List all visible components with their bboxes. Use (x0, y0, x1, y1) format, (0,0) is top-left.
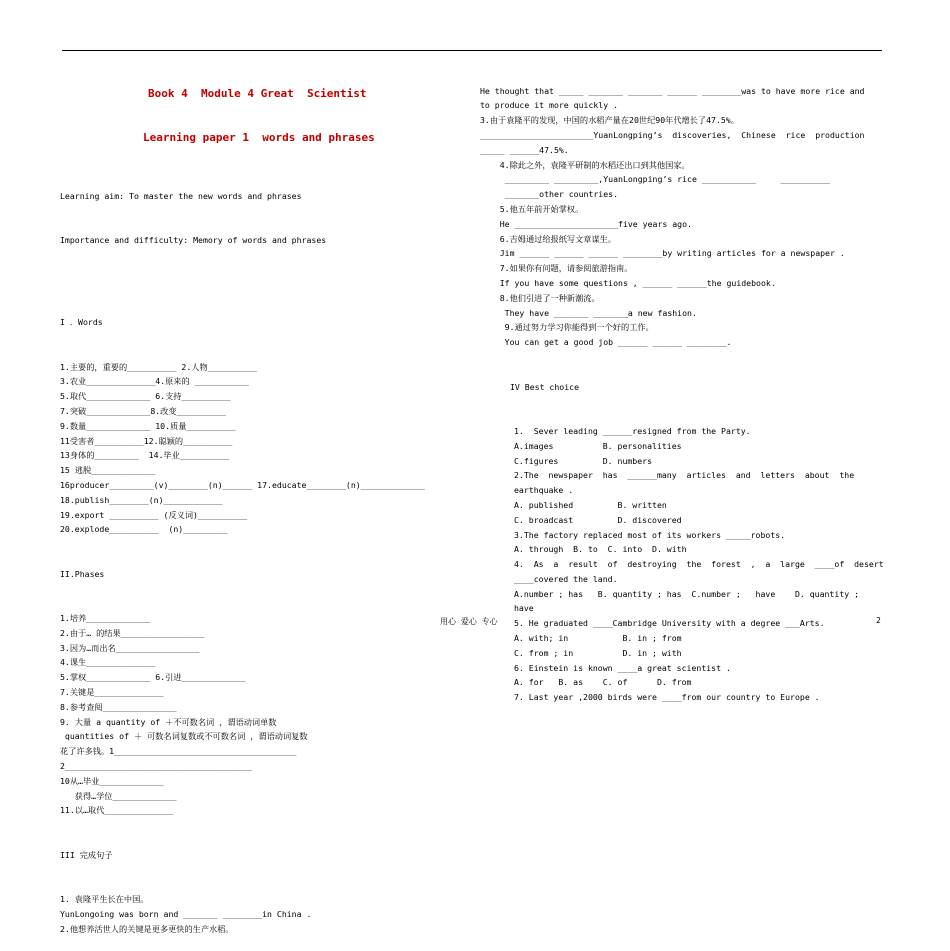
text-line: C.figures D. numbers (514, 455, 653, 466)
text-line: 4. As a result of destroying the forest , a large ____of desert (514, 559, 884, 570)
text-line: 18.publish________(n)____________ (60, 494, 223, 505)
importance-difficulty: Importance and difficulty: Memory of words and phrases (60, 235, 327, 246)
text-line: YunLongoing was born and _______ ________in China . (60, 909, 312, 920)
text-line: 8.参考查阅_______________ (60, 701, 177, 712)
text-line: A. through B. to C. into D. with (514, 544, 687, 555)
text-line: 16producer_________(v)________(n)______ 17.educate________(n)_____________ (60, 479, 425, 490)
text-line: 5.他五年前开始掌权。 (480, 203, 584, 214)
text-line: 3.The factory replaced most of its workers _____robots. (514, 529, 786, 540)
text-line: A.images B. personalities (514, 440, 682, 451)
text-line: _______________________YuanLongping’s discoveries, Chinese rice production (480, 129, 865, 140)
text-line: 5.取代_____________ 6.支持__________ (60, 391, 231, 402)
text-line: earthquake . (514, 485, 574, 496)
text-line: 11.以…取代______________ (60, 805, 174, 816)
text-line: _____ ______47.5%. (480, 144, 569, 155)
text-line: 7. Last year ,2000 birds were ____from our country to Europe . (514, 692, 820, 703)
text-line: 1. 袁隆平生长在中国。 (60, 894, 149, 905)
text-line: 19.export __________ (反义词)__________ (60, 509, 248, 520)
best-choice-heading: IV Best choice (510, 381, 580, 392)
text-line: If you have some questions , ______ ______the guidebook. (480, 277, 776, 288)
text-line: 11受害者__________12.聪颖的__________ (60, 435, 233, 446)
text-line: 20.explode__________ (n)_________ (60, 524, 228, 535)
text-line: 5.掌权_____________ 6.引进_____________ (60, 672, 246, 683)
text-line: He thought that _____ _______ _______ ______ ________was to have more rice and (480, 85, 865, 96)
right-column (480, 54, 885, 720)
complete-left-list (60, 892, 455, 936)
text-line: He _____________________five years ago. (480, 218, 692, 229)
text-line: 7.关键是______________ (60, 687, 164, 698)
text-line: 9. 大量 a quantity of ＋不可数名词 ，谓语动词单数 (60, 716, 277, 727)
left-column (60, 56, 455, 951)
text-line: quantities of ＋ 可数名词复数或不可数名词 ，谓语动词复数 (60, 731, 308, 742)
text-line: 3.农业______________4.原来的 ___________ (60, 376, 249, 387)
text-line: 5. He graduated ____Cambridge University with a degree ___Arts. (514, 618, 825, 629)
header-rule (62, 50, 882, 51)
text-line: 15 逃脱_____________ (60, 465, 156, 476)
text-line: You can get a good job ______ ______ ________. (480, 337, 732, 348)
text-line: 10从…毕业_____________ (60, 775, 164, 786)
text-line: _________ _________,YuanLongping’s rice ___________ __________ (480, 174, 830, 185)
text-line: 6. Einstein is known ____a great scientist . (514, 662, 731, 673)
text-line: 1.培养_____________ (60, 613, 151, 624)
text-line: Jim ______ ______ ______ ________by writing articles for a newspaper . (480, 248, 845, 259)
text-line: 3.由于袁隆平的发现，中国的水稻产量在20世纪90年代增长了47.5%。 (480, 115, 739, 126)
text-line: They have _______ _______a new fashion. (480, 307, 697, 318)
text-line: have (514, 603, 534, 614)
text-line: 3.因为…而出名_________________ (60, 642, 200, 653)
page-number: 2 (876, 616, 881, 625)
document-title: Book 4 Module 4 Great Scientist (148, 86, 367, 100)
text-line: 9.通过努力学习你能得到一个好的工作。 (480, 322, 654, 333)
phases-heading: II.Phases (60, 568, 105, 579)
text-line: A. published B. written (514, 499, 667, 510)
phases-list (60, 611, 455, 818)
text-line: 2.他想养活世人的关键是更多更快的生产水稻。 (60, 923, 234, 934)
best-choice-list (480, 424, 885, 705)
text-line: 9.数量_____________ 10.质量__________ (60, 420, 236, 431)
text-line: 7.突破_____________8.改变__________ (60, 405, 226, 416)
text-line: 8.他们引进了一种新潮流。 (480, 292, 600, 303)
text-line: 7.如果你有问题，请参阅旅游指南。 (480, 263, 633, 274)
text-line: A. for B. as C. of D. from (514, 677, 692, 688)
text-line: A.number ; has B. quantity ; has C.number ; have D. quantity ; (514, 588, 860, 599)
complete-right-list (480, 84, 885, 350)
text-line: ____covered the land. (514, 573, 618, 584)
text-line: C. broadcast D. discovered (514, 514, 682, 525)
text-line: 获得…学位_____________ (60, 790, 177, 801)
text-line: 4.课生______________ (60, 657, 156, 668)
footer-text: 用心 爱心 专心 (440, 617, 498, 626)
text-line: A. with; in B. in ; from (514, 633, 682, 644)
text-line: 2______________________________________ (60, 761, 253, 772)
complete-heading: III 完成句子 (60, 849, 113, 860)
text-line: 1. Sever leading ______resigned from the Party. (514, 425, 751, 436)
text-line: 2.The newspaper has ______many articles and letters about the (514, 470, 855, 481)
learning-aim: Learning aim: To master the new words and phrases (60, 190, 302, 201)
text-line: 花了许多钱。1_____________________________________ (60, 746, 297, 757)
text-line: 6.吉姆通过给报纸写文章谋生。 (480, 233, 617, 244)
text-line: C. from ; in D. in ; with (514, 647, 682, 658)
words-heading: I ．Words (60, 317, 103, 328)
text-line: 13身体的_________ 14.毕业__________ (60, 450, 230, 461)
text-line: 1.主要的，重要的__________ 2.人物__________ (60, 361, 257, 372)
words-list (60, 360, 455, 538)
text-line: 4.除此之外，袁隆平研制的水稻还出口到其他国家。 (480, 159, 690, 170)
document-subtitle: Learning paper 1 words and phrases (143, 131, 375, 145)
text-line: _______other countries. (480, 189, 619, 200)
text-line: 2.由于… 的结果_________________ (60, 627, 205, 638)
text-line: to produce it more quickly . (480, 100, 619, 111)
